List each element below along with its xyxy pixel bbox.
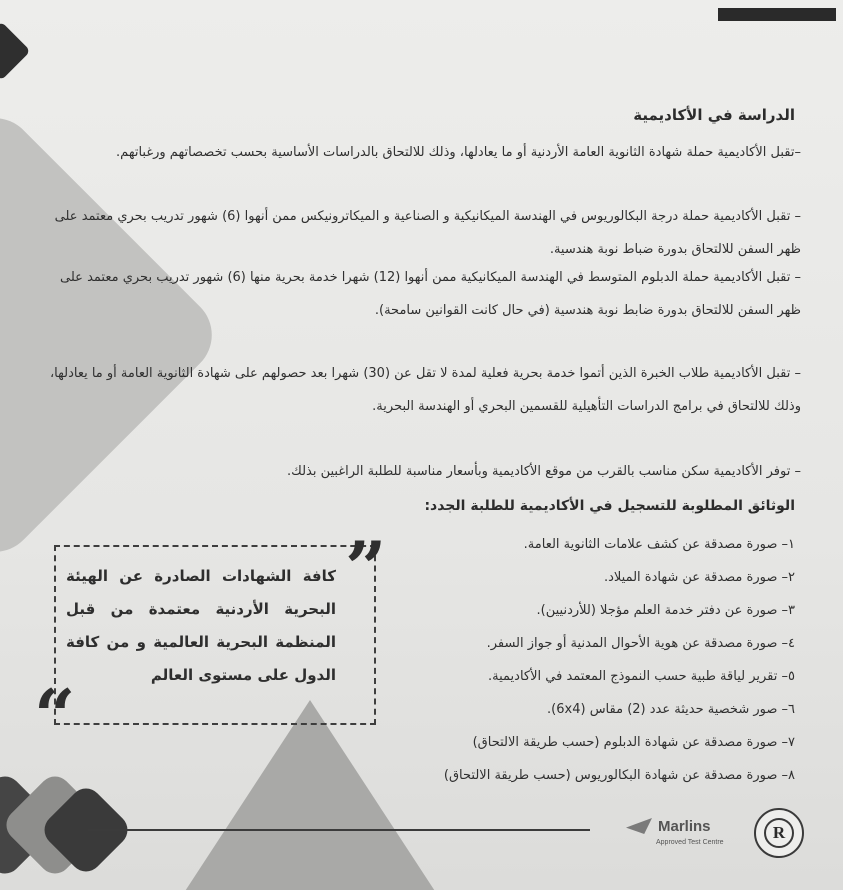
study-paragraph: – تقبل الأكاديمية حملة الدبلوم المتوسط في الهندسة الميكانيكية ممن أنهوا (12) شهرا خدمة بحرية منها (6) شهور تدريب بحري معتمد على ظهر السفن للالتحاق بدورة ضابط نوبة هندسية (في حال كانت القوانين سامحة). bbox=[60, 270, 801, 318]
list-item: ٨– صورة مصدقة عن شهادة البكالوريوس (حسب طريقة الالتحاق) bbox=[443, 768, 795, 783]
logo-name: Marlins bbox=[658, 818, 711, 835]
study-paragraph: – توفر الأكاديمية سكن مناسب بالقرب من موقع الأكاديمية وبأسعار مناسبة للطلبة الراغبين بذلك. bbox=[286, 464, 801, 479]
footer-divider-line bbox=[88, 829, 590, 831]
close-quote-icon: “ bbox=[34, 673, 76, 758]
open-quote-icon: ” bbox=[345, 525, 387, 610]
corner-diamond-shape bbox=[0, 21, 31, 80]
top-decorative-bar bbox=[718, 8, 836, 21]
marlins-logo bbox=[622, 812, 742, 856]
documents-heading: الوثائق المطلوبة للتسجيل في الأكاديمية للطلبة الجدد: bbox=[424, 498, 795, 514]
list-item: ٤– صورة مصدقة عن هوية الأحوال المدنية أو جواز السفر. bbox=[486, 636, 795, 651]
study-heading: الدراسة في الأكاديمية bbox=[633, 106, 795, 124]
list-item: ٢– صورة مصدقة عن شهادة الميلاد. bbox=[603, 570, 795, 585]
study-paragraph: – تقبل الأكاديمية حملة درجة البكالوريوس في الهندسة الميكانيكية و الصناعية و الميكاترونيكس ممن أنهوا (6) شهور تدريب بحري معتمد على ظهر السفن للالتحاق بدورة ضباط نوبة هندسية. bbox=[54, 209, 801, 257]
quote-text: كافة الشهادات الصادرة عن الهيئة البحرية الأردنية معتمدة من قبل المنظمة البحرية العالمية و من كافة الدول على مستوى العالم bbox=[66, 567, 336, 684]
list-item: ٥– تقرير لياقة طبية حسب النموذج المعتمد في الأكاديمية. bbox=[488, 669, 795, 684]
list-item: ١– صورة مصدقة عن كشف علامات الثانوية العامة. bbox=[523, 537, 795, 552]
marlins-mark-icon bbox=[626, 818, 652, 834]
quality-seal-icon bbox=[754, 808, 804, 858]
list-item: ٦– صور شخصية حديثة عدد (2) مقاس (6x4). bbox=[547, 702, 795, 717]
documents-list bbox=[365, 528, 795, 792]
study-paragraph: – تقبل الأكاديمية طلاب الخبرة الذين أتموا خدمة بحرية فعلية لمدة لا تقل عن (30) شهرا بعد حصولهم على شهادة الثانوية العامة أو ما يعادلها، وذلك للالتحاق في برامج الدراسات التأهيلية للقسمين البحري أو الهندسة البحرية. bbox=[49, 366, 801, 414]
list-item: ٧– صورة مصدقة عن شهادة الدبلوم (حسب طريقة الالتحاق) bbox=[472, 735, 795, 750]
list-item: ٣– صورة عن دفتر خدمة العلم مؤجلا (للأردنيين). bbox=[536, 603, 795, 618]
background-rounded-diamond bbox=[0, 102, 228, 569]
seal-letter: R bbox=[764, 818, 794, 848]
study-paragraph: –تقبل الأكاديمية حملة شهادة الثانوية العامة الأردنية أو ما يعادلها، وذلك للالتحاق بالدراسات الأساسية بحسب تخصصاتهم ورغباتهم. bbox=[116, 145, 801, 160]
logo-subtitle: Approved Test Centre bbox=[656, 839, 724, 846]
